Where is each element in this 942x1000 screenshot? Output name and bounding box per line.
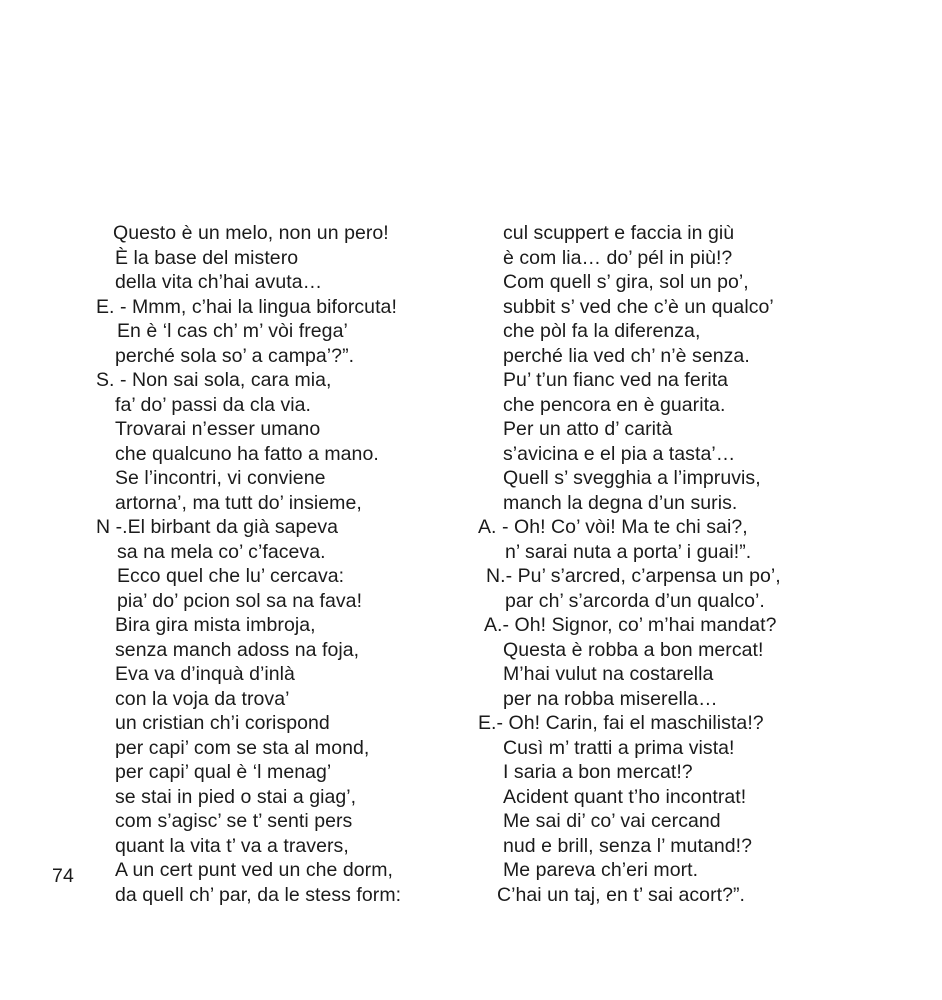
verse-line: A.- Oh! Signor, co’ m’hai mandat? (484, 614, 777, 636)
verse-line: A un cert punt ved un che dorm, (115, 859, 393, 881)
verse-line: senza manch adoss na foja, (115, 638, 360, 661)
verse-line: per capi’ com se sta al mond, (115, 736, 370, 759)
verse-line: Trovarai n’esser umano (115, 418, 321, 440)
verse-line: S. - Non sai sola, cara mia, (96, 369, 332, 391)
verse-line: manch la degna d’un suris. (503, 491, 738, 514)
verse-line: cul scuppert e faccia in giù (503, 222, 735, 244)
verse-line: Me pareva ch’eri mort. (503, 859, 699, 881)
verse-line: E. - Mmm, c’hai la lingua biforcuta! (96, 295, 397, 318)
verse-line: n’ sarai nuta a porta’ i guai!”. (505, 540, 752, 563)
verse-line: N -.El birbant da già sapeva (96, 516, 339, 538)
verse-line: quant la vita t’ va a travers, (115, 834, 349, 857)
verse-line: Com quell s’ gira, sol un po’, (503, 271, 749, 293)
verse-line: È la base del mistero (115, 246, 299, 269)
verse-line: s’avicina e el pia a tasta’… (503, 442, 736, 465)
verse-line: subbit s’ ved che c’è un qualco’ (503, 295, 774, 318)
verse-line: se stai in pied o stai a giag’, (115, 785, 357, 808)
verse-line: E.- Oh! Carin, fai el maschilista!? (478, 712, 764, 734)
page-number: 74 (52, 865, 75, 887)
verse-line: Pu’ t’un fianc ved na ferita (503, 369, 729, 391)
verse-line: N.- Pu’ s’arcred, c’arpensa un po’, (486, 565, 781, 587)
verse-line: fa’ do’ passi da cla via. (115, 393, 311, 416)
verse-line: A. - Oh! Co’ vòi! Ma te chi sai?, (478, 516, 748, 538)
verse-line: sa na mela co’ c’faceva. (117, 540, 326, 563)
verse-column-right (478, 221, 878, 907)
verse-line: M’hai vulut na costarella (503, 663, 714, 685)
verse-line: C’hai un taj, en t’ sai acort?”. (497, 883, 745, 906)
verse-line: per capi’ qual è ‘l menag’ (115, 761, 332, 783)
verse-line: è com lia… do’ pél in più!? (503, 246, 733, 269)
verse-line: En è ‘l cas ch’ m’ vòi frega’ (117, 320, 348, 342)
verse-line: per na robba miserella… (503, 687, 718, 710)
verse-line: par ch’ s’arcorda d’un qualco’. (505, 589, 765, 612)
verse-line: Quell s’ svegghia a l’impruvis, (503, 467, 761, 489)
verse-line: Se l’incontri, vi conviene (115, 467, 326, 489)
verse-line: della vita ch’hai avuta… (115, 271, 323, 293)
verse-line: Bira gira mista imbroja, (115, 614, 316, 636)
verse-line: Ecco quel che lu’ cercava: (117, 565, 345, 587)
verse-line: che qualcuno ha fatto a mano. (115, 442, 379, 465)
verse-line: un cristian ch’i corispond (115, 712, 330, 734)
verse-line: Questo è un melo, non un pero! (113, 222, 389, 244)
verse-line: com s’agisc’ se t’ senti pers (115, 810, 353, 832)
verse-line: Eva va d’inquà d’inlà (115, 663, 295, 685)
verse-line: Me sai di’ co’ vai cercand (503, 810, 721, 832)
verse-line: I saria a bon mercat!? (503, 761, 693, 783)
verse-line: perché sola so’ a campa’?”. (115, 344, 355, 367)
verse-line: Cusì m’ tratti a prima vista! (503, 736, 735, 759)
verse-line: Per un atto d’ carità (503, 418, 673, 440)
verse-line: che pòl fa la diferenza, (503, 320, 701, 342)
verse-line: Questa è robba a bon mercat! (503, 638, 764, 661)
verse-line: Acident quant t’ho incontrat! (503, 785, 747, 808)
verse-line: con la voja da trova’ (115, 687, 290, 710)
verse-line: nud e brill, senza l’ mutand!? (503, 834, 753, 857)
verse-line: artorna’, ma tutt do’ insieme, (115, 491, 362, 514)
verse-column-left (96, 221, 466, 907)
verse-line: da quell ch’ par, da le stess form: (115, 883, 402, 906)
verse-line: che pencora en è guarita. (503, 393, 726, 416)
verse-line: perché lia ved ch’ n’è senza. (503, 344, 750, 367)
verse-line: pia’ do’ pcion sol sa na fava! (117, 589, 363, 612)
